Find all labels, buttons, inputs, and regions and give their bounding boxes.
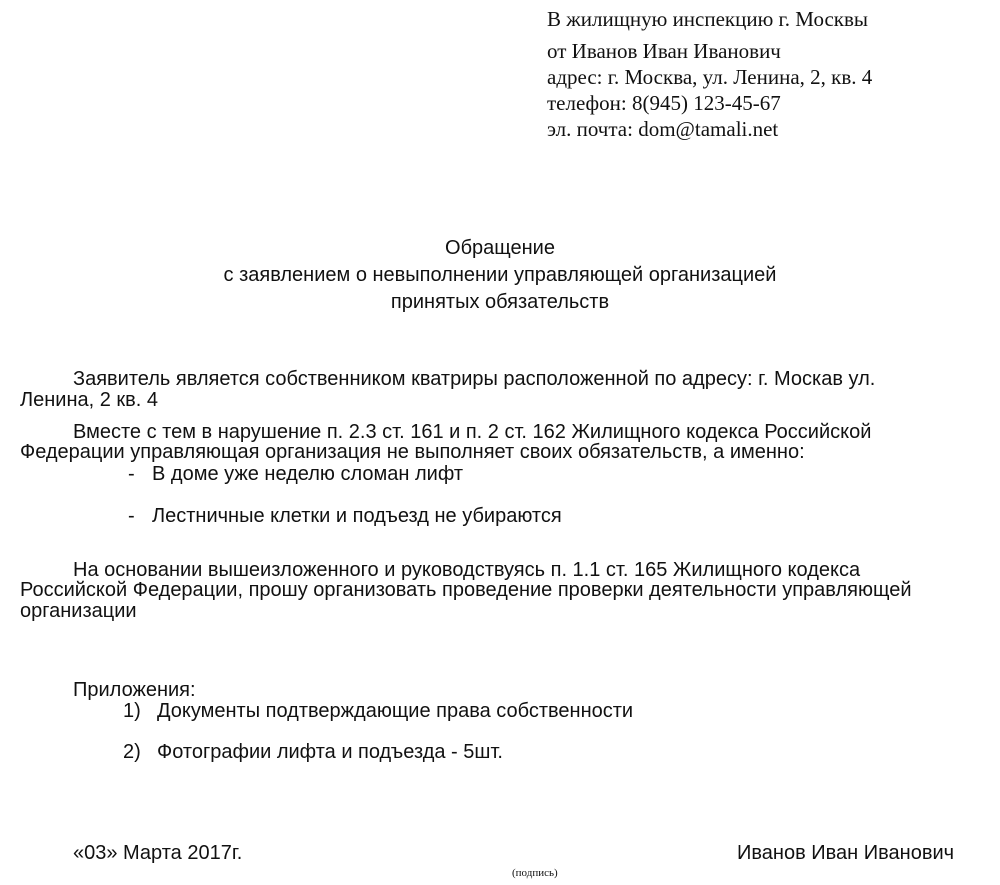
signer-name: Иванов Иван Иванович [737, 842, 955, 864]
attachment-number: 1) [123, 700, 141, 722]
paragraph-applicant-line1: Заявитель является собственником кватриры расположенной по адресу: г. Москав ул. [73, 368, 876, 390]
bullet-dash: - [128, 505, 135, 527]
sender-address-line: адрес: г. Москва, ул. Ленина, 2, кв. 4 [547, 65, 873, 89]
attachment-number: 2) [123, 741, 141, 763]
paragraph-request-line3: организации [20, 600, 137, 622]
paragraph-request-line1: На основании вышеизложенного и руководствуясь п. 1.1 ст. 165 Жилищного кодекса [73, 559, 861, 581]
paragraph-applicant-line2: Ленина, 2 кв. 4 [20, 389, 159, 411]
sender-email-line: эл. почта: dom@tamali.net [547, 117, 779, 141]
attachment-text: Документы подтверждающие права собственности [157, 700, 634, 722]
document-subtitle-line2: принятых обязательств [390, 291, 610, 313]
bullet-text: В доме уже неделю сломан лифт [152, 463, 463, 485]
list-item [123, 741, 503, 763]
list-item [128, 505, 562, 527]
paragraph-violation-line2: Федерации управляющая организация не выполняет своих обязательств, а именно: [20, 441, 805, 463]
attachments-heading: Приложения: [73, 679, 196, 701]
paragraph-request-line2: Российской Федерации, прошу организовать проведение проверки деятельности управляющей [20, 579, 912, 601]
sender-name-line: от Иванов Иван Иванович [547, 39, 781, 63]
document-date: «03» Марта 2017г. [73, 842, 243, 864]
document-title: Обращение [445, 237, 555, 259]
list-item [128, 463, 463, 485]
paragraph-violation-line1: Вместе с тем в нарушение п. 2.3 ст. 161 и п. 2 ст. 162 Жилищного кодекса Российской [73, 421, 872, 443]
document-subtitle-line1: с заявлением о невыполнении управляющей организацией [223, 264, 777, 286]
recipient-line: В жилищную инспекцию г. Москвы [547, 7, 869, 31]
sender-phone-line: телефон: 8(945) 123-45-67 [547, 91, 781, 115]
signature-caption: (подпись) [512, 867, 558, 879]
bullet-dash: - [128, 463, 135, 485]
list-item [123, 700, 633, 722]
bullet-text: Лестничные клетки и подъезд не убираются [152, 505, 562, 527]
attachment-text: Фотографии лифта и подъезда - 5шт. [157, 741, 503, 763]
